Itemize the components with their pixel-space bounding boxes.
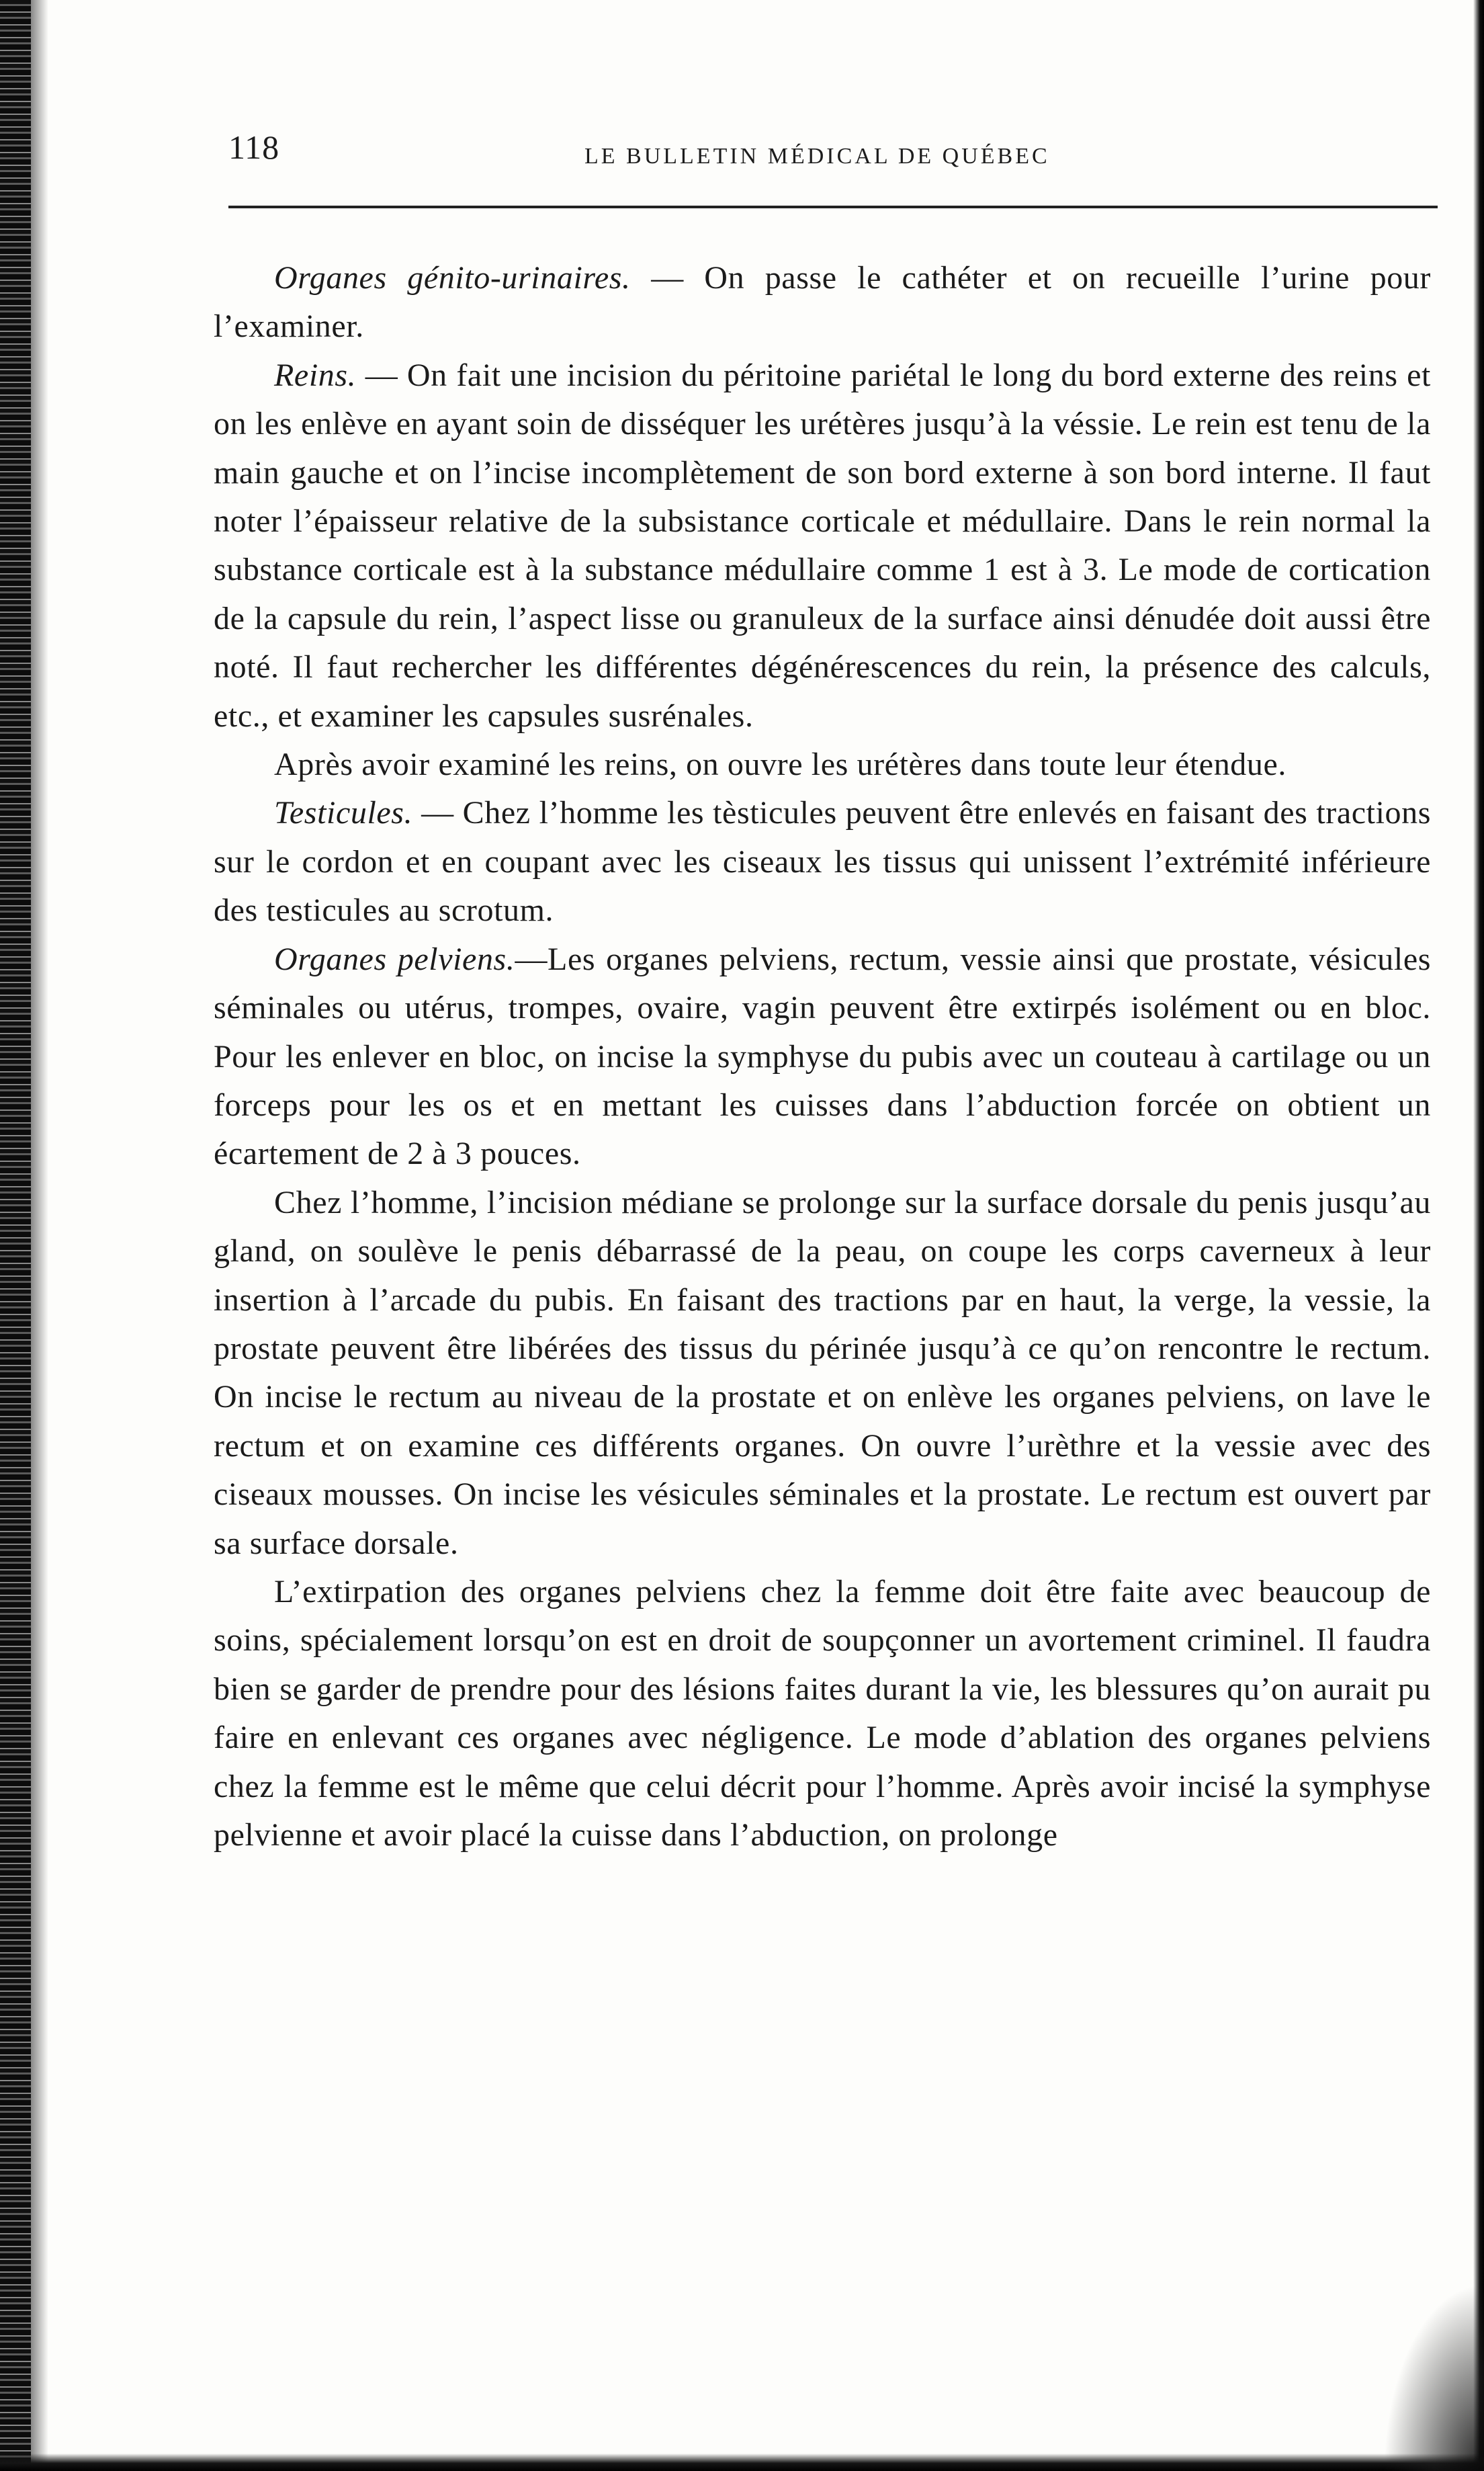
paragraph-lead: Reins. <box>274 357 357 393</box>
paragraph-reins <box>214 351 1431 741</box>
header-rule <box>228 206 1438 208</box>
paragraph-text: Après avoir examiné les reins, on ouvre les urétères dans toute leur étendue. <box>274 747 1287 783</box>
paragraph-chez-homme <box>214 1179 1431 1568</box>
paragraph-text: Chez l’homme, l’incision médiane se prolonge sur la surface dorsale du penis jusqu’au gland, on soulève le penis débarrassé de la peau, on coupe les corps caverneux à leur insertion à l’arcade du pubis. En faisant des tractions par en haut, la verge, la vessie, la prostate peuvent être libérées des tissus du périnée jusqu’à ce qu’on rencontre le rectum. On incise le rectum au niveau de la prostate et on enlève les organes pelviens, on lave le rectum et on examine ces différents organes. On ouvre l’urèthre et la vessie avec des ciseaux mousses. On incise les vésicules séminales et la prostate. Le rectum est ouvert par sa surface dorsale. <box>214 1184 1431 1561</box>
scan-edge-right <box>1473 0 1484 2471</box>
scan-edge-shadow <box>31 0 48 2471</box>
paragraph-text: — Chez l’homme les tèsticules peuvent être enlevés en faisant des tractions sur le cordon et en coupant avec les ciseaux les tissus qui unissent l’extrémité inférieure des testicules au scrotum. <box>214 795 1431 929</box>
running-head: LE BULLETIN MÉDICAL DE QUÉBEC <box>584 144 1050 169</box>
paragraph-lead: Organes pelviens. <box>274 941 515 977</box>
page-number: 118 <box>228 128 280 166</box>
paragraph-text: — On fait une incision du péritoine pariétal le long du bord externe des reins et on les enlève en ayant soin de disséquer les urétères jusqu’à la véssie. Le rein est tenu de la main gauche et on l’incise incomplètement de son bord externe à son bord interne. Il faut noter l’épaisseur relative de la subsistance corticale et médullaire. Dans le rein normal la substance corticale est à la substance médullaire comme 1 est à 3. Le mode de cortication de la capsule du rein, l’aspect lisse ou granuleux de la surface ainsi dénudée doit aussi être noté. Il faut rechercher les différentes dégénérescences du rein, la présence des calculs, etc., et examiner les capsules susrénales. <box>214 357 1431 734</box>
scan-edge-bottom <box>0 2454 1484 2471</box>
paragraph-lead: Organes génito-urinaires. <box>274 260 631 296</box>
paragraph-text: L’extirpation des organes pelviens chez la femme doit être faite avec beaucoup de soins, spécialement lorsqu’on est en droit de soupçonner un avortement criminel. Il faudra bien se garder de prendre pour des lésions faites durant la vie, les blessures qu’on aurait pu faire en enlevant ces organes avec négligence. Le mode d’ablation des organes pelviens chez la femme est le même que celui décrit pour l’homme. Après avoir incisé la symphyse pelvienne et avoir placé la cuisse dans l’abduction, on prolonge <box>214 1573 1431 1853</box>
paragraph-testicules <box>214 789 1431 935</box>
paragraph-text: —Les organes pelviens, rectum, vessie ainsi que prostate, vésicules séminales ou utérus, trompes, ovaire, vagin peuvent être extirpés isolément ou en bloc. Pour les enlever en bloc, on incise la symphyse du pubis avec un couteau à cartilage ou un forceps pour les os et en mettant les cuisses dans l’abduction forcée on obtient un écartement de 2 à 3 pouces. <box>214 941 1432 1172</box>
paragraph-genito-urinaires <box>214 254 1431 351</box>
body-text <box>214 254 1431 1859</box>
paragraph-ureteres <box>214 741 1431 789</box>
page-header <box>228 128 1438 181</box>
scan-edge-left <box>0 0 31 2471</box>
paragraph-lead: Testicules. <box>274 795 413 831</box>
paragraph-extirpation-femme <box>214 1568 1431 1859</box>
scan-corner-smudge <box>1383 2283 1484 2471</box>
paragraph-organes-pelviens <box>214 935 1431 1179</box>
paragraph-text: — On passe le cathéter et on recueille l’urine pour l’examiner. <box>214 260 1431 345</box>
